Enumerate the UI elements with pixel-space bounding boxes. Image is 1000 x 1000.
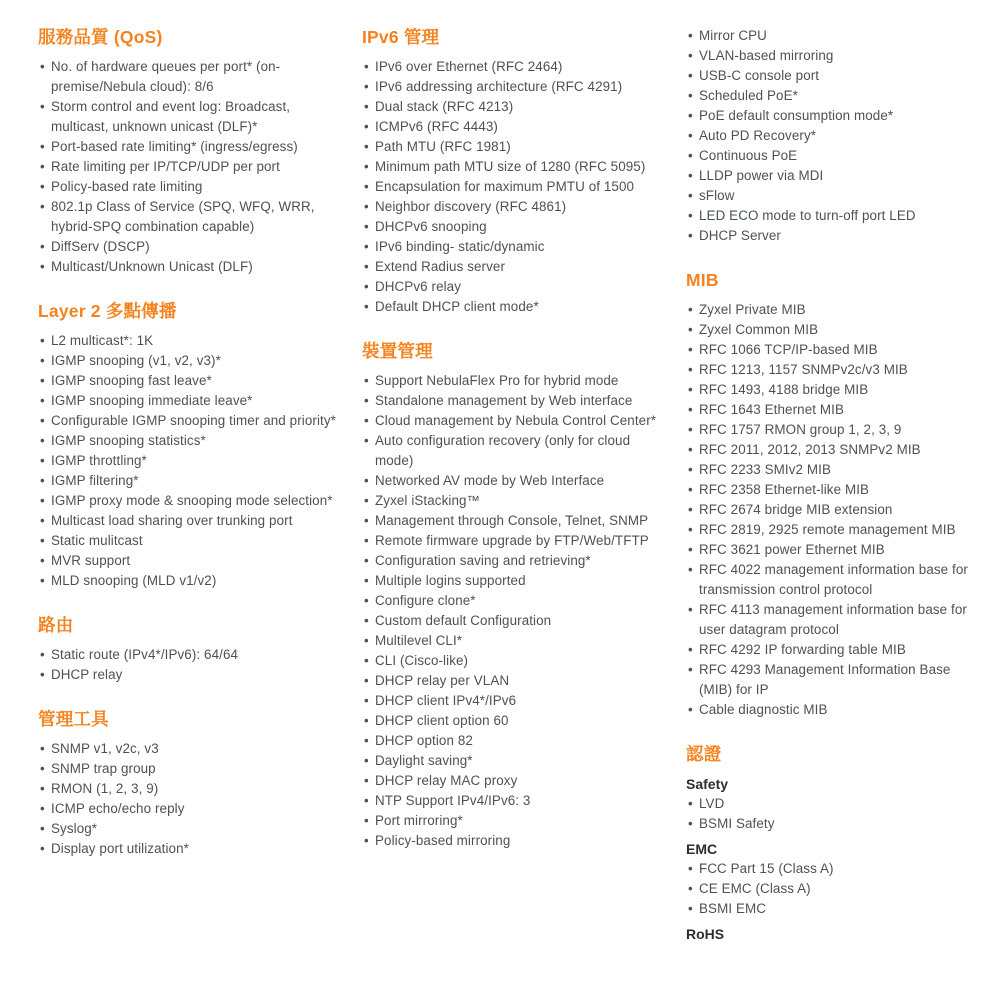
list-item: • RFC 1493, 4188 bridge MIB [686, 380, 984, 400]
list-item: • SNMP v1, v2c, v3 [38, 739, 336, 759]
list-item: • USB-C console port [686, 66, 984, 86]
list-item: • RFC 4113 management information base for user datagram protocol [686, 600, 984, 640]
list-item: • Display port utilization* [38, 839, 336, 859]
list-item: • 802.1p Class of Service (SPQ, WFQ, WRR, hybrid-SPQ combination capable) [38, 197, 336, 237]
list-item: • RFC 4022 management information base for transmission control protocol [686, 560, 984, 600]
list-item: • Rate limiting per IP/TCP/UDP per port [38, 157, 336, 177]
list-item: • LVD [686, 794, 984, 814]
sub-heading: RoHS [686, 926, 725, 942]
list-item: • Networked AV mode by Web Interface [362, 471, 660, 491]
list-item: • RFC 2674 bridge MIB extension [686, 500, 984, 520]
list-item: • LLDP power via MDI [686, 166, 984, 186]
list-item: • MVR support [38, 551, 336, 571]
list-item: • Continuous PoE [686, 146, 984, 166]
section-heading: Layer 2 多點傳播 [38, 301, 177, 321]
list-item: • Syslog* [38, 819, 336, 839]
list-item: • LED ECO mode to turn-off port LED [686, 206, 984, 226]
list-item: • Zyxel iStacking™ [362, 491, 660, 511]
list-item: • Auto configuration recovery (only for cloud mode) [362, 431, 660, 471]
list-item: • Mirror CPU [686, 26, 984, 46]
list-item: • Cable diagnostic MIB [686, 700, 984, 720]
list-item: • Path MTU (RFC 1981) [362, 137, 660, 157]
list-item: • ICMP echo/echo reply [38, 799, 336, 819]
list-item: • Configuration saving and retrieving* [362, 551, 660, 571]
spec-section [686, 269, 984, 720]
list-item: • IGMP filtering* [38, 471, 336, 491]
section-heading: 管理工具 [38, 709, 109, 729]
list-item: • RFC 2011, 2012, 2013 SNMPv2 MIB [686, 440, 984, 460]
list-item: • Policy-based rate limiting [38, 177, 336, 197]
list-item: • ICMPv6 (RFC 4443) [362, 117, 660, 137]
list-item: • MLD snooping (MLD v1/v2) [38, 571, 336, 591]
spec-section [362, 340, 660, 851]
spec-section [38, 708, 336, 859]
list-item: • Multicast load sharing over trunking port [38, 511, 336, 531]
list-item: • Auto PD Recovery* [686, 126, 984, 146]
list-item: • Static mulitcast [38, 531, 336, 551]
list-item: • Dual stack (RFC 4213) [362, 97, 660, 117]
list-item: • RFC 1066 TCP/IP-based MIB [686, 340, 984, 360]
list-item: • RFC 1643 Ethernet MIB [686, 400, 984, 420]
list-item: • Remote firmware upgrade by FTP/Web/TFTP [362, 531, 660, 551]
list-item: • Custom default Configuration [362, 611, 660, 631]
list-item: • Configure clone* [362, 591, 660, 611]
spec-section [362, 26, 660, 317]
list-item: • Scheduled PoE* [686, 86, 984, 106]
list-item: • BSMI EMC [686, 899, 984, 919]
section-heading: IPv6 管理 [362, 27, 440, 47]
list-item: • Zyxel Common MIB [686, 320, 984, 340]
list-item: • DHCP relay [38, 665, 336, 685]
list-item: • IGMP snooping immediate leave* [38, 391, 336, 411]
list-item: • No. of hardware queues per port* (on-premise/Nebula cloud): 8/6 [38, 57, 336, 97]
spec-section [38, 26, 336, 277]
list-item: • RFC 4292 IP forwarding table MIB [686, 640, 984, 660]
list-item: • PoE default consumption mode* [686, 106, 984, 126]
list-item: • Configurable IGMP snooping timer and priority* [38, 411, 336, 431]
spec-section [38, 300, 336, 591]
list-item: • FCC Part 15 (Class A) [686, 859, 984, 879]
list-item: • IPv6 binding- static/dynamic [362, 237, 660, 257]
section-heading: 路由 [38, 615, 74, 635]
spec-section [686, 26, 984, 246]
list-item: • Encapsulation for maximum PMTU of 1500 [362, 177, 660, 197]
list-item: • RFC 1757 RMON group 1, 2, 3, 9 [686, 420, 984, 440]
list-item: • RFC 3621 power Ethernet MIB [686, 540, 984, 560]
spec-section [686, 743, 984, 944]
list-item: • RMON (1, 2, 3, 9) [38, 779, 336, 799]
sub-heading: Safety [686, 776, 729, 792]
spec-column-middle [362, 26, 660, 944]
list-item: • DHCP client IPv4*/IPv6 [362, 691, 660, 711]
spec-column-left [38, 26, 336, 944]
list-item: • DHCP option 82 [362, 731, 660, 751]
list-item: • RFC 1213, 1157 SNMPv2c/v3 MIB [686, 360, 984, 380]
list-item: • IGMP snooping statistics* [38, 431, 336, 451]
list-item: • IPv6 addressing architecture (RFC 4291) [362, 77, 660, 97]
list-item: • DHCP relay per VLAN [362, 671, 660, 691]
list-item: • Daylight saving* [362, 751, 660, 771]
spec-column-right [686, 26, 984, 944]
list-item: • Neighbor discovery (RFC 4861) [362, 197, 660, 217]
section-heading: 認證 [686, 744, 722, 764]
list-item: • Policy-based mirroring [362, 831, 660, 851]
list-item: • DHCP Server [686, 226, 984, 246]
list-item: • IGMP throttling* [38, 451, 336, 471]
list-item: • Multilevel CLI* [362, 631, 660, 651]
list-item: • L2 multicast*: 1K [38, 331, 336, 351]
list-item: • BSMI Safety [686, 814, 984, 834]
list-item: • Support NebulaFlex Pro for hybrid mode [362, 371, 660, 391]
list-item: • Extend Radius server [362, 257, 660, 277]
list-item: • VLAN-based mirroring [686, 46, 984, 66]
list-item: • CLI (Cisco-like) [362, 651, 660, 671]
list-item: • CE EMC (Class A) [686, 879, 984, 899]
list-item: • Storm control and event log: Broadcast, multicast, unknown unicast (DLF)* [38, 97, 336, 137]
list-item: • DHCP relay MAC proxy [362, 771, 660, 791]
list-item: • DHCPv6 relay [362, 277, 660, 297]
list-item: • Port-based rate limiting* (ingress/egress) [38, 137, 336, 157]
list-item: • RFC 2233 SMIv2 MIB [686, 460, 984, 480]
section-heading: 服務品質 (QoS) [38, 27, 163, 47]
sub-heading: EMC [686, 841, 718, 857]
list-item: • Cloud management by Nebula Control Center* [362, 411, 660, 431]
list-item: • Default DHCP client mode* [362, 297, 660, 317]
list-item: • Multiple logins supported [362, 571, 660, 591]
list-item: • RFC 2819, 2925 remote management MIB [686, 520, 984, 540]
list-item: • Port mirroring* [362, 811, 660, 831]
list-item: • NTP Support IPv4/IPv6: 3 [362, 791, 660, 811]
list-item: • IGMP snooping fast leave* [38, 371, 336, 391]
list-item: • IGMP proxy mode & snooping mode selection* [38, 491, 336, 511]
list-item: • IGMP snooping (v1, v2, v3)* [38, 351, 336, 371]
list-item: • Static route (IPv4*/IPv6): 64/64 [38, 645, 336, 665]
list-item: • Standalone management by Web interface [362, 391, 660, 411]
section-heading: MIB [686, 270, 719, 290]
list-item: • IPv6 over Ethernet (RFC 2464) [362, 57, 660, 77]
list-item: • DHCPv6 snooping [362, 217, 660, 237]
spec-section [38, 614, 336, 685]
list-item: • Multicast/Unknown Unicast (DLF) [38, 257, 336, 277]
section-heading: 裝置管理 [362, 341, 433, 361]
list-item: • SNMP trap group [38, 759, 336, 779]
list-item: • DHCP client option 60 [362, 711, 660, 731]
list-item: • RFC 4293 Management Information Base (MIB) for IP [686, 660, 984, 700]
list-item: • Zyxel Private MIB [686, 300, 984, 320]
list-item: • sFlow [686, 186, 984, 206]
list-item: • Minimum path MTU size of 1280 (RFC 5095) [362, 157, 660, 177]
list-item: • DiffServ (DSCP) [38, 237, 336, 257]
list-item: • RFC 2358 Ethernet-like MIB [686, 480, 984, 500]
list-item: • Management through Console, Telnet, SNMP [362, 511, 660, 531]
